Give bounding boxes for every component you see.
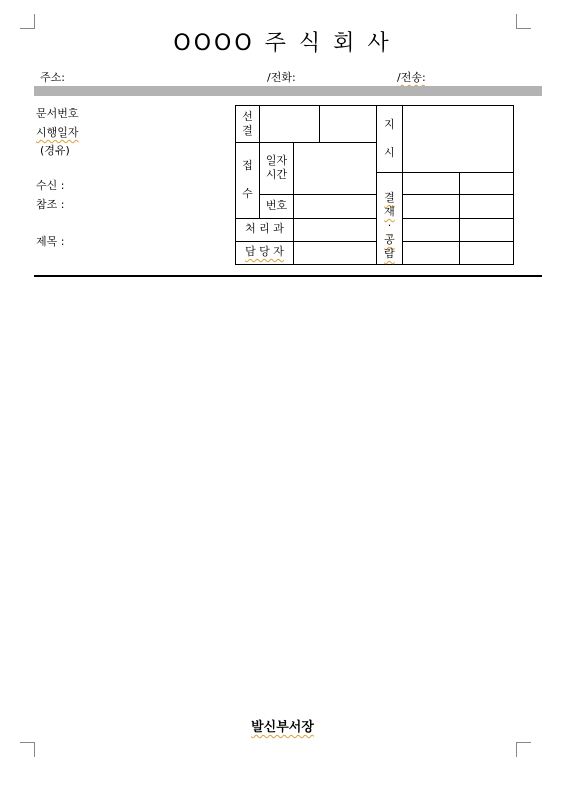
person-in-charge-label: 담 당 자 — [245, 245, 284, 258]
fax-label: /전송: — [397, 71, 426, 84]
approval-cooperation-label: 결 재 · 공 람 — [384, 191, 395, 260]
seongyeol-label: 선 결 — [242, 110, 253, 137]
sender-label: 발신부서장 — [251, 720, 314, 735]
number-label: 번호 — [265, 199, 288, 212]
recipient-label: 수신 : — [36, 179, 65, 192]
jeopsu-label: 접 수 — [242, 159, 253, 200]
date-time-label: 일자 시간 — [265, 154, 288, 181]
section-divider — [34, 275, 542, 277]
address-label: 주소: — [40, 71, 65, 84]
subject-label: 제목 : — [36, 235, 65, 248]
sender-signature — [0, 716, 565, 735]
reference-label: 참조 : — [36, 198, 65, 211]
instruction-label: 지 시 — [384, 118, 395, 159]
doc-number-label: 문서번호 — [36, 107, 79, 120]
processing-dept-label: 처 리 과 — [245, 222, 284, 235]
via-label: (경유) — [40, 144, 70, 157]
company-title-text: OOOO 주 식 회 사 — [173, 31, 392, 56]
exec-date-label: 시행일자 — [36, 126, 79, 139]
phone-label: /전화: — [267, 71, 296, 84]
